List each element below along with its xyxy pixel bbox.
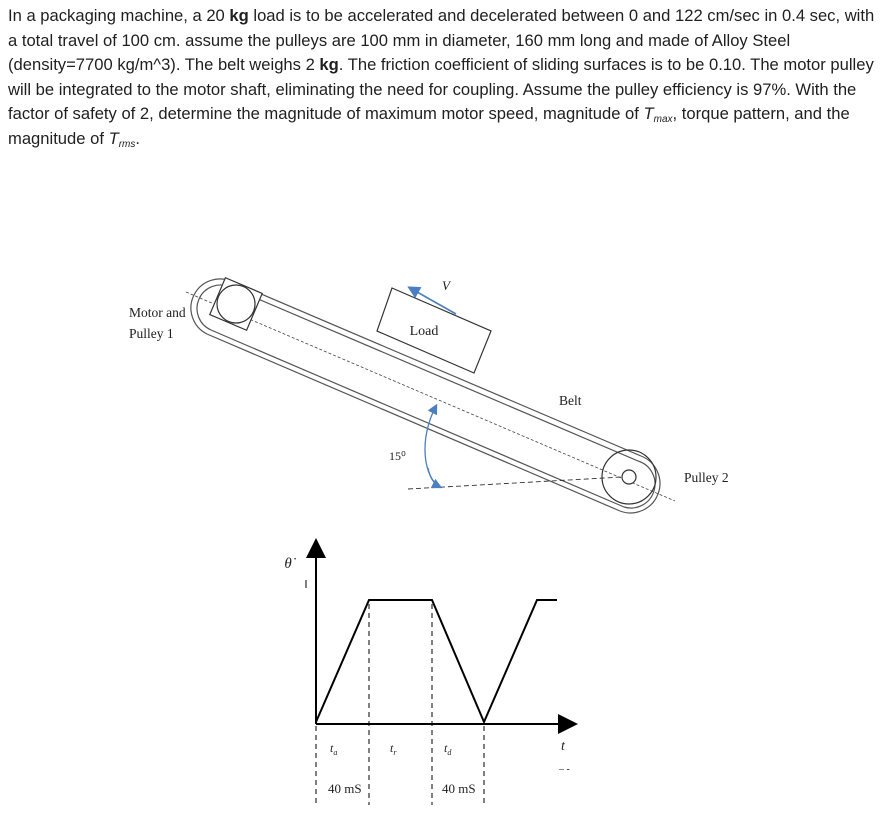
tmax-symbol: T [643,104,654,123]
velocity-profile-graph [284,542,574,805]
tr-label: $t_r$ [390,741,397,757]
problem-text-4: , torque pattern, and the magnitude of [8,104,850,148]
belt-bottom-run [207,330,624,511]
load-label: Load [409,324,439,339]
pulley-2 [602,450,656,504]
pulley2-label: Pulley 2 [684,470,729,485]
time-guides [316,604,484,805]
tmax-subscript: max [653,114,673,125]
problem-text-3: . The friction coefficient of sliding surfaces is to be 0.10. The motor pulley will be integrated to the motor shaft, eliminating the need for coupling. Assume the pulley efficiency is 97%. With the factor of safety of 2, determine the magnitude of maximum motor speed, magnitude of [8,55,874,123]
trms-subscript: rms [118,138,136,150]
ta-label: $t_a$ [330,741,338,757]
conveyor-diagram [129,278,729,513]
speed-profile-line [316,600,557,722]
svg-text:– ‐: – ‐ [559,764,570,775]
decel-duration-label: 40 mS [442,781,476,796]
angle-label: 15⁰ [389,449,406,463]
angle-arc [425,406,440,487]
x-axis-label: t [561,739,565,754]
y-axis-label: θ̇ [284,556,292,572]
problem-text-1: In a packaging machine, a 20 [8,6,230,25]
motor-label-line1: Motor and [129,305,186,320]
velocity-label: V [442,278,450,293]
kg-unit-2: kg [319,55,339,74]
kg-unit-1: kg [229,6,249,25]
belt-label: Belt [559,393,582,408]
motor-label-line2: Pulley 1 [129,326,174,341]
horizontal-reference-line [408,477,622,489]
problem-text-5: . [135,128,140,148]
trms-symbol: T [108,128,119,148]
td-label: $t_d$ [444,741,452,757]
problem-text-2: load is to be accelerated and decelerated between 0 and 122 cm/sec in 0.4 sec, with a total travel of 100 cm. assume the pulleys are 100 mm in diameter, 160 mm long and made of Alloy Steel (density=7700 kg/m^3). The belt weighs 2 [8,6,875,74]
accel-duration-label: 40 mS [328,781,362,796]
